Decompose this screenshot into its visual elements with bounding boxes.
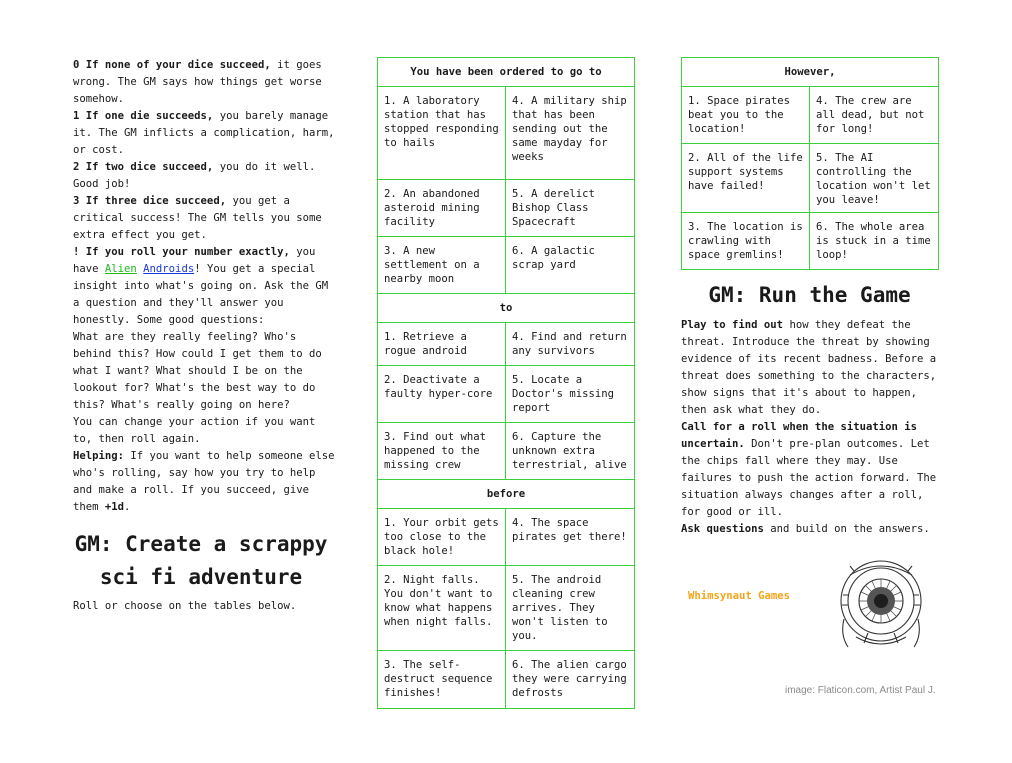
roll-0-rule: 0 If none of your dice succeed, it goes wrong. The GM says how things get worse somehow.: [73, 59, 322, 105]
gm-run-title: GM: Run the Game: [708, 283, 911, 307]
table-cell: 5. A derelict Bishop Class Spacecraft: [506, 180, 635, 237]
astronaut-helmet-icon: [834, 555, 930, 655]
table-cell: 3. The self-destruct sequence finishes!: [378, 651, 506, 709]
table-cell: 1. Space pirates beat you to the location!: [682, 87, 810, 144]
table-cell: 3. A new settlement on a nearby moon: [378, 237, 506, 294]
gm-run-paragraph-2: Call for a roll when the situation is uncertain. Don't pre-plan outcomes. Let the chips fall where they may. Use failures to push the action forward. The situation always changes after a roll, for good or ill.: [681, 421, 937, 518]
table-cell: 6. A galactic scrap yard: [506, 237, 635, 294]
good-questions: What are they really feeling? Who's behind this? How could I get them to do what I want? What should I be on the lookout for? What's the best way to do this? What's really going on here?: [73, 331, 322, 411]
table-cell: 1. Retrieve a rogue android: [378, 323, 506, 366]
table-cell: 4. The space pirates get there!: [506, 509, 635, 566]
studio-name: Whimsynaut Games: [688, 590, 791, 602]
alien-link[interactable]: Alien: [104, 263, 137, 275]
helping-rule: Helping: If you want to help someone else who's rolling, say how you try to help and make a roll. If you succeed, give them +1d.: [73, 450, 335, 513]
table-cell: 6. The alien cargo they were carrying defrosts: [506, 651, 635, 709]
table-cell: 5. The AI controlling the location won't let you leave!: [810, 144, 939, 213]
table-cell: 3. Find out what happened to the missing crew: [378, 423, 506, 480]
table-cell: 5. Locate a Doctor's missing report: [506, 366, 635, 423]
table-header-to: to: [378, 294, 635, 323]
gm-run-heading: [681, 279, 938, 312]
table-cell: 4. A military ship that has been sending out the same mayday for weeks: [506, 87, 635, 180]
gm-create-title-line1: GM: Create a scrappy: [74, 532, 328, 556]
table-cell: 4. Find and return any survivors: [506, 323, 635, 366]
dice-rules: [73, 57, 335, 516]
table-cell: 3. The location is crawling with space gremlins!: [682, 213, 810, 270]
table-cell: 6. The whole area is stuck in a time loop!: [810, 213, 939, 270]
roll-3-rule: 3 If three dice succeed, you get a critical success! The GM tells you some extra effect you get.: [73, 195, 322, 241]
gm-create-heading: [65, 528, 337, 594]
table-cell: 6. Capture the unknown extra terrestrial, alive: [506, 423, 635, 480]
roll-2-rule: 2 If two dice succeed, you do it well. Good job!: [73, 161, 316, 190]
change-action-rule: You can change your action if you want to, then roll again.: [73, 416, 316, 445]
gm-run-paragraph-1: Play to find out how they defeat the threat. Introduce the threat by showing evidence of its recent badness. Before a threat does something to the characters, show signs that it's about to happen, then ask what they do.: [681, 319, 937, 416]
table-cell: 4. The crew are all dead, but not for long!: [810, 87, 939, 144]
table-cell: 2. An abandoned asteroid mining facility: [378, 180, 506, 237]
image-credit: image: Flaticon.com, Artist Paul J.: [785, 685, 936, 696]
table-cell: 2. Deactivate a faulty hyper-core: [378, 366, 506, 423]
however-table: [681, 57, 939, 270]
gm-run-text: [681, 317, 943, 538]
table-cell: 2. All of the life support systems have failed!: [682, 144, 810, 213]
table-cell: 1. A laboratory station that has stopped responding to hails: [378, 87, 506, 180]
roll-or-choose-note: Roll or choose on the tables below.: [73, 600, 297, 612]
androids-link[interactable]: Androids: [143, 263, 195, 275]
table-cell: 5. The android cleaning crew arrives. They won't listen to you.: [506, 566, 635, 651]
table-cell: 1. Your orbit gets too close to the black hole!: [378, 509, 506, 566]
roll-exact-rule: ! If you roll your number exactly, you have Alien Androids! You get a special insight into what's going on. Ask the GM a question and they'll answer you honestly. Some good questions:: [73, 246, 329, 326]
table-header-however: However,: [682, 58, 939, 87]
table-cell: 2. Night falls. You don't want to know what happens when night falls.: [378, 566, 506, 651]
table-header-before: before: [378, 480, 635, 509]
gm-run-paragraph-3: Ask questions and build on the answers.: [681, 523, 930, 535]
adventure-table: [377, 57, 635, 709]
gm-create-title-line2: sci fi adventure: [99, 565, 303, 589]
roll-1-rule: 1 If one die succeeds, you barely manage it. The GM inflicts a complication, harm, or cost.: [73, 110, 335, 156]
table-header-ordered: You have been ordered to go to: [378, 58, 635, 87]
